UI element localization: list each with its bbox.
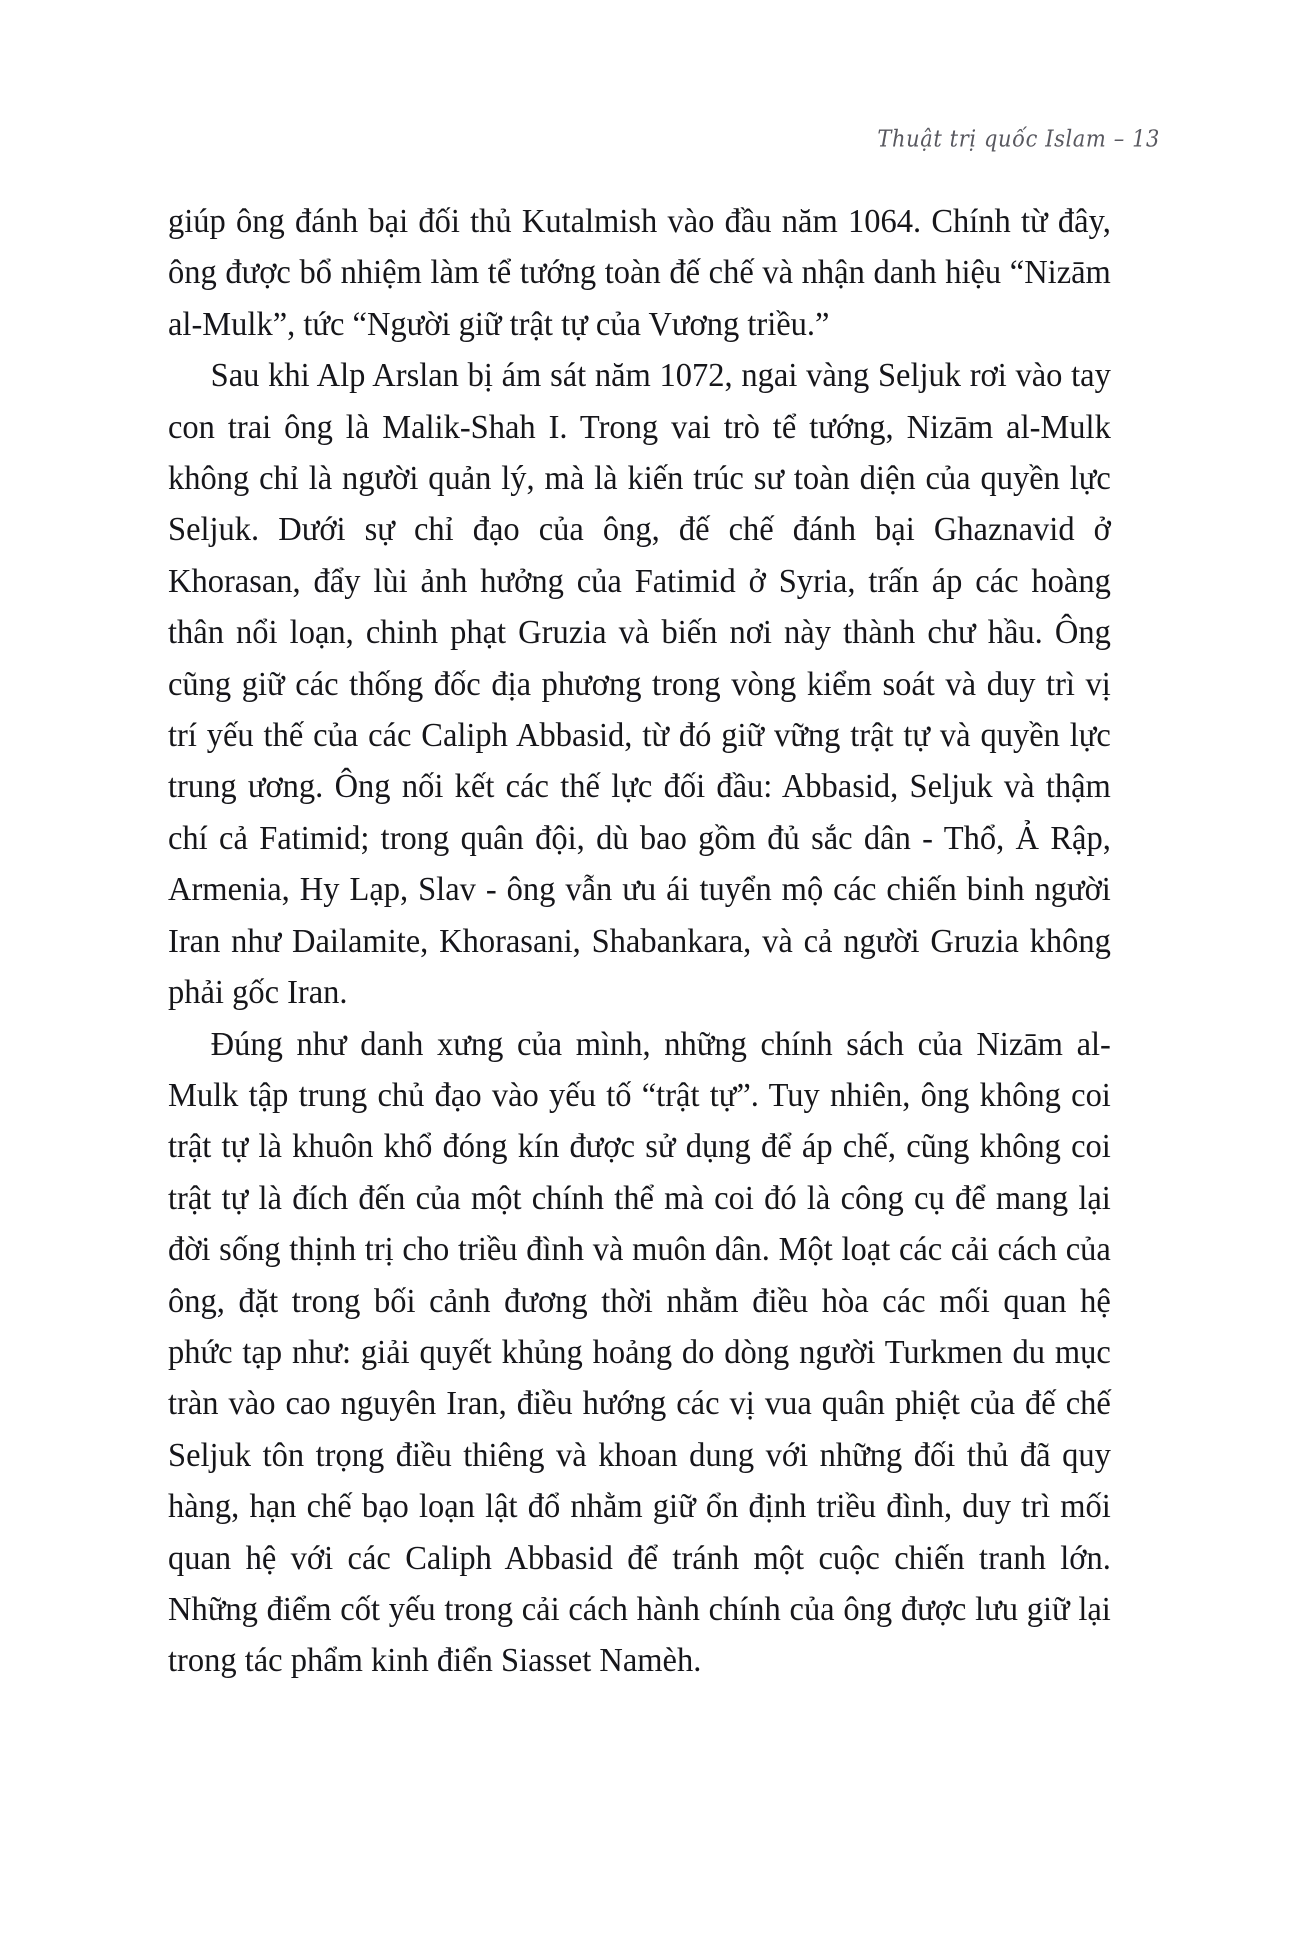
paragraph-2: Sau khi Alp Arslan bị ám sát năm 1072, ngai vàng Seljuk rơi vào tay con trai ông là Malik-Shah I. Trong vai trò tể tướng, Nizām al-Mulk không chỉ là người quản lý, mà là kiến trúc sư toàn diện của quyền lực Seljuk. Dưới sự chỉ đạo của ông, đế chế đánh bại Ghaznavid ở Khorasan, đẩy lùi ảnh hưởng của Fatimid ở Syria, trấn áp các hoàng thân nổi loạn, chinh phạt Gruzia và biến nơi này thành chư hầu. Ông cũng giữ các thống đốc địa phương trong vòng kiểm soát và duy trì vị trí yếu thế của các Caliph Abbasid, từ đó giữ vững trật tự và quyền lực trung ương. Ông nối kết các thế lực đối đầu: Abbasid, Seljuk và thậm chí cả Fatimid; trong quân đội, dù bao gồm đủ sắc dân - Thổ, Ả Rập, Armenia, Hy Lạp, Slav - ông vẫn ưu ái tuyển mộ các chiến binh người Iran như Dailamite, Khorasani, Shabankara, và cả người Gruzia không phải gốc Iran.: [168, 357, 1111, 1012]
body-text-column: [168, 196, 1140, 1687]
paragraph-1: giúp ông đánh bại đối thủ Kutalmish vào đầu năm 1064. Chính từ đây, ông được bổ nhiệm làm tể tướng toàn đế chế và nhận danh hiệu “Nizām al-Mulk”, tức “Người giữ trật tự của Vương triều.”: [168, 203, 1111, 343]
paragraph-3: Đúng như danh xưng của mình, những chính sách của Nizām al-Mulk tập trung chủ đạo vào yếu tố “trật tự”. Tuy nhiên, ông không coi trật tự là khuôn khổ đóng kín được sử dụng để áp chế, cũng không coi trật tự là đích đến của một chính thể mà coi đó là công cụ để mang lại đời sống thịnh trị cho triều đình và muôn dân. Một loạt các cải cách của ông, đặt trong bối cảnh đương thời nhằm điều hòa các mối quan hệ phức tạp như: giải quyết khủng hoảng do dòng người Turkmen du mục tràn vào cao nguyên Iran, điều hướng các vị vua quân phiệt của đế chế Seljuk tôn trọng điều thiêng và khoan dung với những đối thủ đã quy hàng, hạn chế bạo loạn lật đổ nhằm giữ ổn định triều đình, duy trì mối quan hệ với các Caliph Abbasid để tránh một cuộc chiến tranh lớn. Những điểm cốt yếu trong cải cách hành chính của ông được lưu giữ lại trong tác phẩm kinh điển Siasset Namèh.: [168, 1025, 1111, 1680]
running-header: Thuật trị quốc Islam – 13: [877, 125, 1160, 152]
